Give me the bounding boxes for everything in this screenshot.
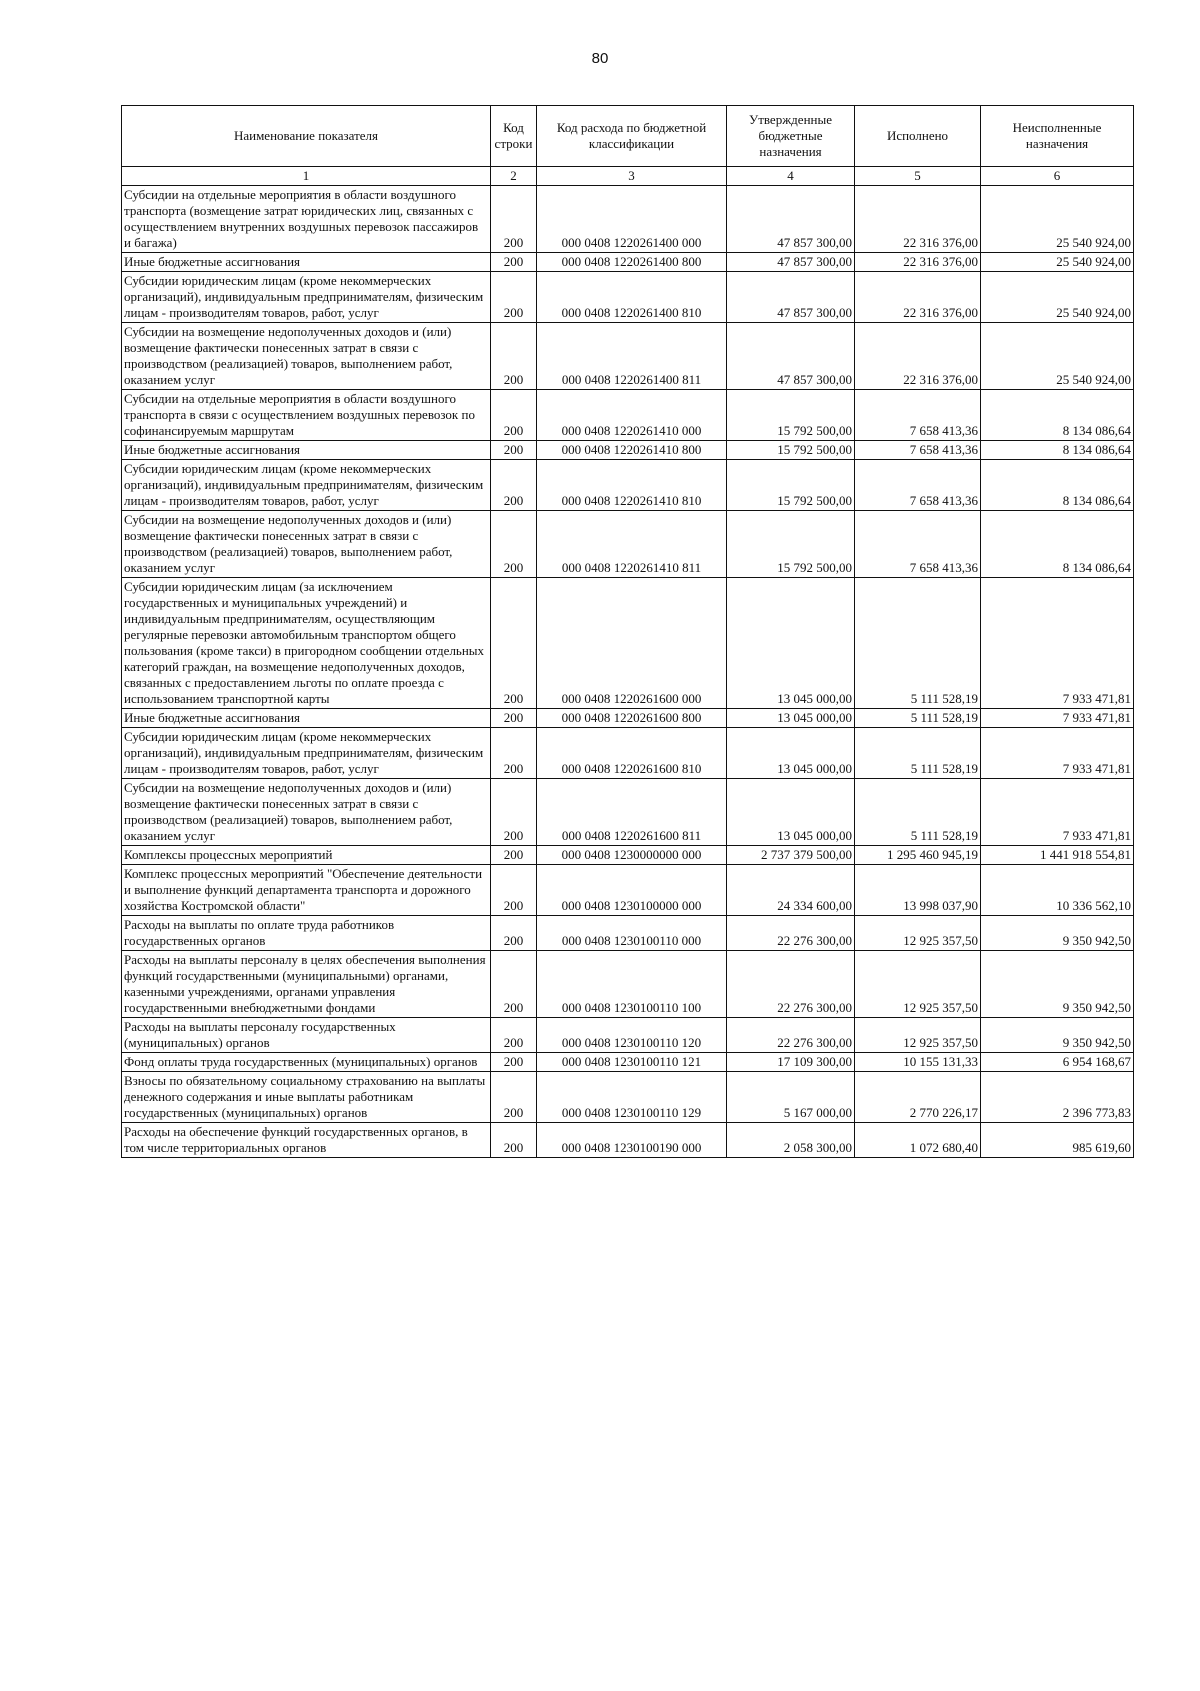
unexecuted-cell: 9 350 942,50 (981, 1018, 1134, 1053)
budget-code-cell: 000 0408 1220261600 810 (537, 728, 727, 779)
table-row (122, 709, 1134, 728)
budget-code-cell: 000 0408 1230100110 000 (537, 916, 727, 951)
approved-cell: 47 857 300,00 (727, 272, 855, 323)
unexecuted-cell: 25 540 924,00 (981, 186, 1134, 253)
indicator-name-cell: Субсидии юридическим лицам (кроме некоммерческих организаций), индивидуальным предпринимателям, физическим лицам - производителям товаров, работ, услуг (122, 728, 491, 779)
column-number: 3 (537, 167, 727, 186)
row-code-cell: 200 (491, 272, 537, 323)
budget-code-cell: 000 0408 1220261400 810 (537, 272, 727, 323)
column-number: 5 (855, 167, 981, 186)
indicator-name-cell: Субсидии на возмещение недополученных доходов и (или) возмещение фактически понесенных затрат в связи с производством (реализацией) товаров, выполнением работ, оказанием услуг (122, 511, 491, 578)
unexecuted-cell: 8 134 086,64 (981, 441, 1134, 460)
budget-code-cell: 000 0408 1220261400 811 (537, 323, 727, 390)
approved-cell: 13 045 000,00 (727, 578, 855, 709)
row-code-cell: 200 (491, 253, 537, 272)
executed-cell: 2 770 226,17 (855, 1072, 981, 1123)
approved-cell: 47 857 300,00 (727, 186, 855, 253)
row-code-cell: 200 (491, 1053, 537, 1072)
approved-cell: 15 792 500,00 (727, 511, 855, 578)
budget-code-cell: 000 0408 1220261410 810 (537, 460, 727, 511)
row-code-cell: 200 (491, 186, 537, 253)
table-header-row (122, 106, 1134, 167)
executed-cell: 5 111 528,19 (855, 728, 981, 779)
row-code-cell: 200 (491, 511, 537, 578)
budget-code-cell: 000 0408 1220261600 811 (537, 779, 727, 846)
row-code-cell: 200 (491, 441, 537, 460)
budget-code-cell: 000 0408 1230100110 121 (537, 1053, 727, 1072)
row-code-cell: 200 (491, 846, 537, 865)
unexecuted-cell: 2 396 773,83 (981, 1072, 1134, 1123)
executed-cell: 7 658 413,36 (855, 390, 981, 441)
table-row (122, 253, 1134, 272)
approved-cell: 47 857 300,00 (727, 323, 855, 390)
approved-cell: 13 045 000,00 (727, 779, 855, 846)
unexecuted-cell: 6 954 168,67 (981, 1053, 1134, 1072)
header-unexecuted: Неисполненные назначения (981, 106, 1134, 167)
budget-code-cell: 000 0408 1230100000 000 (537, 865, 727, 916)
row-code-cell: 200 (491, 460, 537, 511)
unexecuted-cell: 25 540 924,00 (981, 253, 1134, 272)
unexecuted-cell: 7 933 471,81 (981, 578, 1134, 709)
executed-cell: 10 155 131,33 (855, 1053, 981, 1072)
indicator-name-cell: Иные бюджетные ассигнования (122, 253, 491, 272)
column-number: 6 (981, 167, 1134, 186)
executed-cell: 12 925 357,50 (855, 1018, 981, 1053)
indicator-name-cell: Расходы на выплаты персоналу в целях обеспечения выполнения функций государственными (муниципальными) органами, казенными учреждениями, органами управления государственными внебюджетными фондами (122, 951, 491, 1018)
row-code-cell: 200 (491, 1072, 537, 1123)
table-row (122, 390, 1134, 441)
table-row (122, 186, 1134, 253)
indicator-name-cell: Субсидии на отдельные мероприятия в области воздушного транспорта (возмещение затрат юридических лиц, связанных с осуществлением внутренних воздушных перевозок пассажиров и багажа) (122, 186, 491, 253)
unexecuted-cell: 10 336 562,10 (981, 865, 1134, 916)
unexecuted-cell: 1 441 918 554,81 (981, 846, 1134, 865)
unexecuted-cell: 9 350 942,50 (981, 951, 1134, 1018)
table-row (122, 460, 1134, 511)
budget-code-cell: 000 0408 1220261600 000 (537, 578, 727, 709)
budget-code-cell: 000 0408 1230100110 120 (537, 1018, 727, 1053)
indicator-name-cell: Иные бюджетные ассигнования (122, 709, 491, 728)
row-code-cell: 200 (491, 1123, 537, 1158)
executed-cell: 1 072 680,40 (855, 1123, 981, 1158)
row-code-cell: 200 (491, 323, 537, 390)
unexecuted-cell: 8 134 086,64 (981, 511, 1134, 578)
indicator-name-cell: Субсидии юридическим лицам (кроме некоммерческих организаций), индивидуальным предпринимателям, физическим лицам - производителям товаров, работ, услуг (122, 460, 491, 511)
table-row (122, 728, 1134, 779)
executed-cell: 5 111 528,19 (855, 779, 981, 846)
column-numbers-row (122, 167, 1134, 186)
indicator-name-cell: Субсидии юридическим лицам (за исключением государственных и муниципальных учреждений) и индивидуальным предпринимателям, осуществляющим регулярные перевозки автомобильным транспортом общего пользования (кроме такси) в пригородном сообщении отдельных категорий граждан, на возмещение недополученных доходов, связанных с предоставлением льготы по оплате проезда с использованием транспортной карты (122, 578, 491, 709)
indicator-name-cell: Субсидии на возмещение недополученных доходов и (или) возмещение фактически понесенных затрат в связи с производством (реализацией) товаров, выполнением работ, оказанием услуг (122, 779, 491, 846)
budget-execution-table (121, 105, 1134, 1158)
table-row (122, 865, 1134, 916)
header-executed: Исполнено (855, 106, 981, 167)
row-code-cell: 200 (491, 865, 537, 916)
indicator-name-cell: Расходы на обеспечение функций государственных органов, в том числе территориальных органов (122, 1123, 491, 1158)
table-row (122, 1072, 1134, 1123)
executed-cell: 1 295 460 945,19 (855, 846, 981, 865)
approved-cell: 22 276 300,00 (727, 1018, 855, 1053)
approved-cell: 13 045 000,00 (727, 728, 855, 779)
approved-cell: 15 792 500,00 (727, 441, 855, 460)
table-row (122, 846, 1134, 865)
executed-cell: 5 111 528,19 (855, 709, 981, 728)
unexecuted-cell: 7 933 471,81 (981, 709, 1134, 728)
unexecuted-cell: 8 134 086,64 (981, 390, 1134, 441)
table-row (122, 272, 1134, 323)
approved-cell: 24 334 600,00 (727, 865, 855, 916)
indicator-name-cell: Комплексы процессных мероприятий (122, 846, 491, 865)
approved-cell: 2 058 300,00 (727, 1123, 855, 1158)
column-number: 4 (727, 167, 855, 186)
budget-code-cell: 000 0408 1230000000 000 (537, 846, 727, 865)
header-budget-code: Код расхода по бюджетной классификации (537, 106, 727, 167)
indicator-name-cell: Расходы на выплаты по оплате труда работников государственных органов (122, 916, 491, 951)
indicator-name-cell: Фонд оплаты труда государственных (муниципальных) органов (122, 1053, 491, 1072)
column-number: 2 (491, 167, 537, 186)
header-approved: Утвержденные бюджетные назначения (727, 106, 855, 167)
table-row (122, 511, 1134, 578)
row-code-cell: 200 (491, 779, 537, 846)
table-row (122, 779, 1134, 846)
executed-cell: 7 658 413,36 (855, 511, 981, 578)
indicator-name-cell: Комплекс процессных мероприятий "Обеспечение деятельности и выполнение функций департамента транспорта и дорожного хозяйства Костромской области" (122, 865, 491, 916)
unexecuted-cell: 25 540 924,00 (981, 272, 1134, 323)
approved-cell: 15 792 500,00 (727, 390, 855, 441)
unexecuted-cell: 7 933 471,81 (981, 728, 1134, 779)
indicator-name-cell: Субсидии на отдельные мероприятия в области воздушного транспорта в связи с осуществлением воздушных перевозок по софинансируемым маршрутам (122, 390, 491, 441)
table-row (122, 951, 1134, 1018)
executed-cell: 22 316 376,00 (855, 272, 981, 323)
row-code-cell: 200 (491, 709, 537, 728)
executed-cell: 13 998 037,90 (855, 865, 981, 916)
page-number: 80 (591, 50, 609, 67)
budget-code-cell: 000 0408 1220261400 000 (537, 186, 727, 253)
approved-cell: 22 276 300,00 (727, 951, 855, 1018)
unexecuted-cell: 8 134 086,64 (981, 460, 1134, 511)
table-row (122, 916, 1134, 951)
budget-code-cell: 000 0408 1230100190 000 (537, 1123, 727, 1158)
table-row (122, 1053, 1134, 1072)
executed-cell: 22 316 376,00 (855, 186, 981, 253)
executed-cell: 7 658 413,36 (855, 441, 981, 460)
table-row (122, 441, 1134, 460)
column-number: 1 (122, 167, 491, 186)
approved-cell: 47 857 300,00 (727, 253, 855, 272)
table-row (122, 1123, 1134, 1158)
executed-cell: 12 925 357,50 (855, 916, 981, 951)
row-code-cell: 200 (491, 390, 537, 441)
approved-cell: 13 045 000,00 (727, 709, 855, 728)
budget-code-cell: 000 0408 1220261410 811 (537, 511, 727, 578)
header-row-code: Код строки (491, 106, 537, 167)
budget-code-cell: 000 0408 1220261400 800 (537, 253, 727, 272)
row-code-cell: 200 (491, 728, 537, 779)
indicator-name-cell: Расходы на выплаты персоналу государственных (муниципальных) органов (122, 1018, 491, 1053)
approved-cell: 2 737 379 500,00 (727, 846, 855, 865)
unexecuted-cell: 9 350 942,50 (981, 916, 1134, 951)
row-code-cell: 200 (491, 1018, 537, 1053)
row-code-cell: 200 (491, 916, 537, 951)
indicator-name-cell: Субсидии юридическим лицам (кроме некоммерческих организаций), индивидуальным предпринимателям, физическим лицам - производителям товаров, работ, услуг (122, 272, 491, 323)
table-row (122, 1018, 1134, 1053)
approved-cell: 17 109 300,00 (727, 1053, 855, 1072)
budget-code-cell: 000 0408 1230100110 129 (537, 1072, 727, 1123)
executed-cell: 12 925 357,50 (855, 951, 981, 1018)
unexecuted-cell: 985 619,60 (981, 1123, 1134, 1158)
table-row (122, 323, 1134, 390)
header-indicator-name: Наименование показателя (122, 106, 491, 167)
executed-cell: 22 316 376,00 (855, 323, 981, 390)
unexecuted-cell: 7 933 471,81 (981, 779, 1134, 846)
table-row (122, 578, 1134, 709)
executed-cell: 5 111 528,19 (855, 578, 981, 709)
budget-code-cell: 000 0408 1230100110 100 (537, 951, 727, 1018)
approved-cell: 15 792 500,00 (727, 460, 855, 511)
row-code-cell: 200 (491, 578, 537, 709)
indicator-name-cell: Субсидии на возмещение недополученных доходов и (или) возмещение фактически понесенных затрат в связи с производством (реализацией) товаров, выполнением работ, оказанием услуг (122, 323, 491, 390)
indicator-name-cell: Иные бюджетные ассигнования (122, 441, 491, 460)
row-code-cell: 200 (491, 951, 537, 1018)
budget-code-cell: 000 0408 1220261600 800 (537, 709, 727, 728)
approved-cell: 5 167 000,00 (727, 1072, 855, 1123)
executed-cell: 22 316 376,00 (855, 253, 981, 272)
budget-code-cell: 000 0408 1220261410 800 (537, 441, 727, 460)
budget-code-cell: 000 0408 1220261410 000 (537, 390, 727, 441)
unexecuted-cell: 25 540 924,00 (981, 323, 1134, 390)
approved-cell: 22 276 300,00 (727, 916, 855, 951)
executed-cell: 7 658 413,36 (855, 460, 981, 511)
indicator-name-cell: Взносы по обязательному социальному страхованию на выплаты денежного содержания и иные выплаты работникам государственных (муниципальных) органов (122, 1072, 491, 1123)
